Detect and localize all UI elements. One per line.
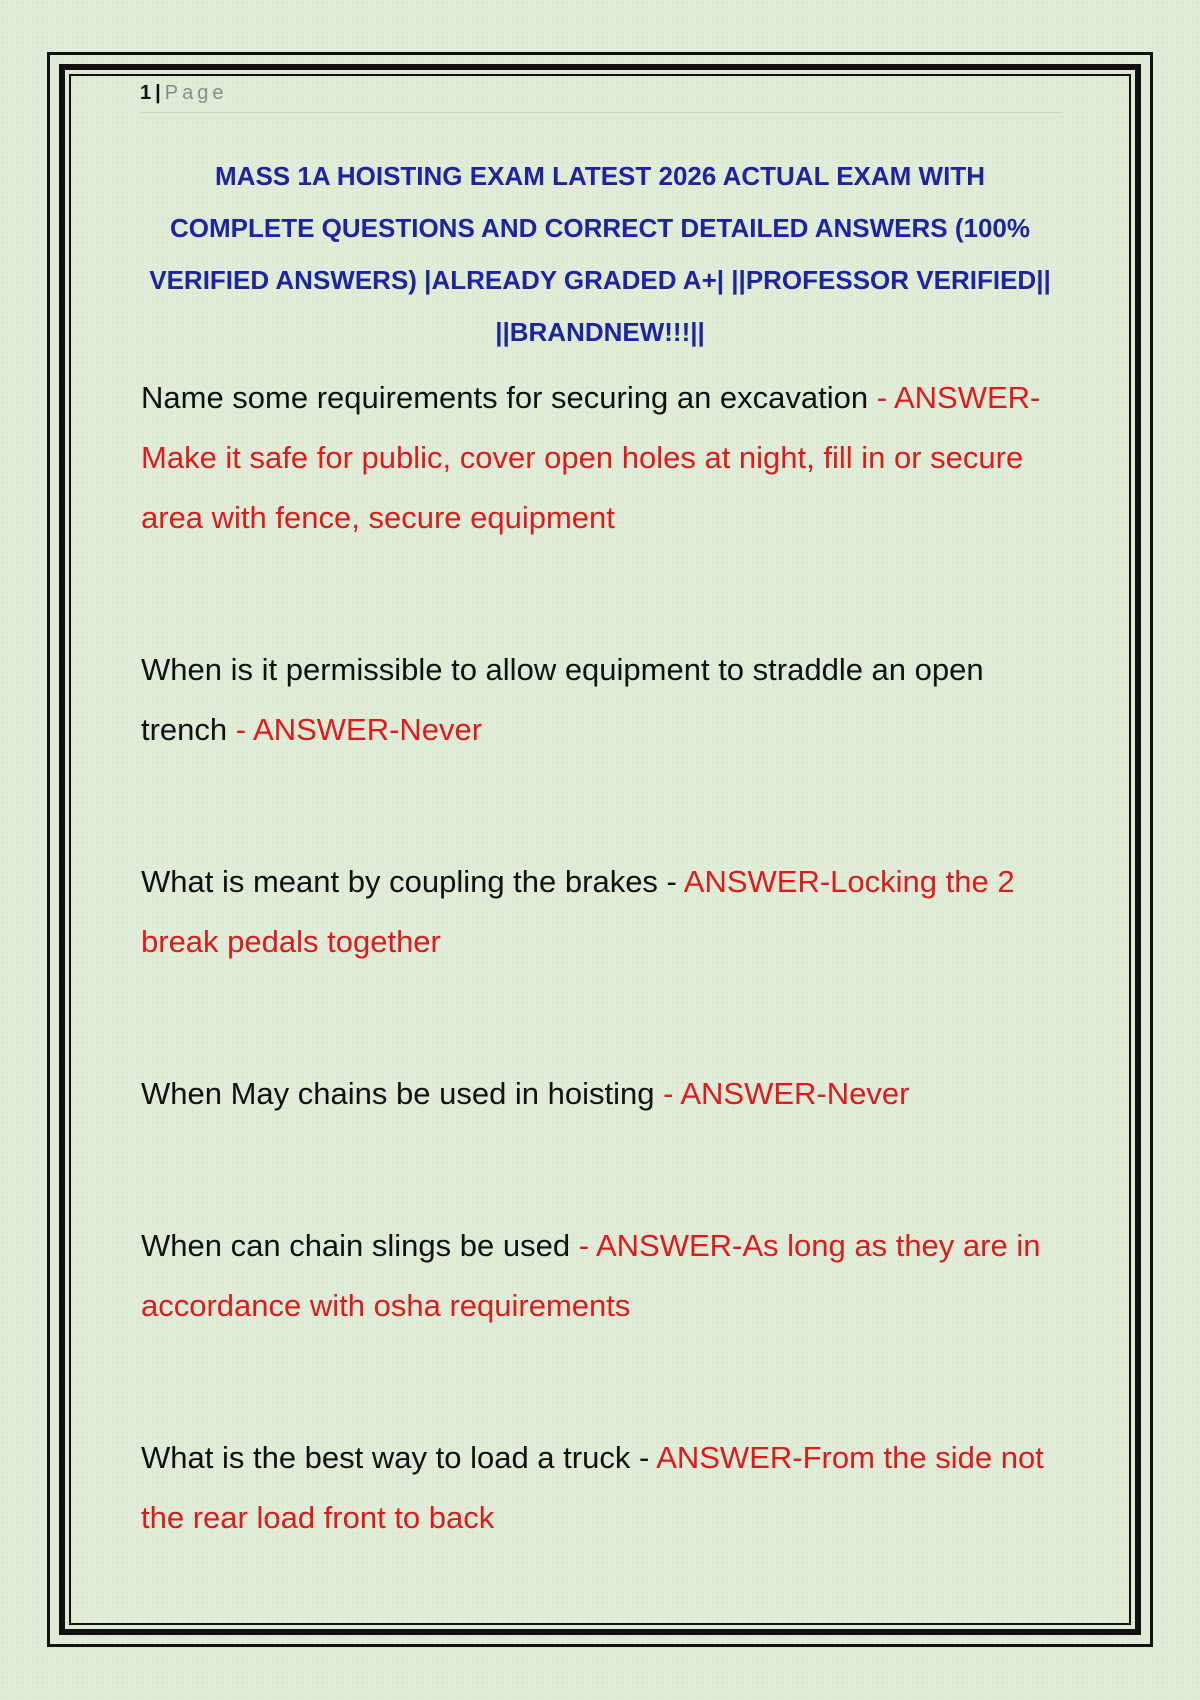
- answer-separator: -: [654, 1076, 681, 1111]
- answer-separator: -: [630, 1440, 657, 1475]
- qa-item: [141, 852, 1071, 972]
- document-title: MASS 1A HOISTING EXAM LATEST 2026 ACTUAL EXAM WITH COMPLETE QUESTIONS AND CORRECT DETAILED ANSWERS (100% VERIFIED ANSWERS) |ALREADY GRADED A+| ||PROFESSOR VERIFIED|| ||BRANDNEW!!!||: [149, 161, 1051, 347]
- qa-item: [141, 1428, 1071, 1548]
- answer-text: ANSWER-As long as they are in accordance with osha requirements: [141, 1228, 1041, 1323]
- answer-text: ANSWER-Never: [680, 1076, 910, 1111]
- qa-item: [141, 1064, 1071, 1124]
- page-separator: |: [155, 82, 161, 104]
- question-text: When can chain slings be used: [141, 1228, 571, 1263]
- qa-item: [141, 368, 1071, 548]
- answer-text: ANSWER-Make it safe for public, cover open holes at night, fill in or secure area with fence, secure equipment: [141, 380, 1041, 535]
- question-text: When May chains be used in hoisting: [141, 1076, 655, 1111]
- page-number: 1: [140, 82, 152, 104]
- question-text: When is it permissible to allow equipment to straddle an open trench: [141, 652, 984, 747]
- question-text: What is meant by coupling the brakes: [141, 864, 658, 899]
- answer-separator: -: [868, 380, 894, 415]
- question-text: Name some requirements for securing an excavation: [141, 380, 869, 415]
- qa-item: [141, 640, 1071, 760]
- answer-text: ANSWER-Never: [253, 712, 483, 747]
- question-text: What is the best way to load a truck: [141, 1440, 631, 1475]
- answer-text: ANSWER-Locking the 2 break pedals together: [141, 864, 1015, 959]
- answer-separator: -: [227, 712, 254, 747]
- answer-separator: -: [570, 1228, 596, 1263]
- answer-text: ANSWER-From the side not the rear load front to back: [141, 1440, 1044, 1535]
- page-header: [140, 80, 1062, 113]
- qa-item: [141, 1216, 1071, 1336]
- page-label: Page: [164, 82, 228, 104]
- answer-separator: -: [657, 864, 684, 899]
